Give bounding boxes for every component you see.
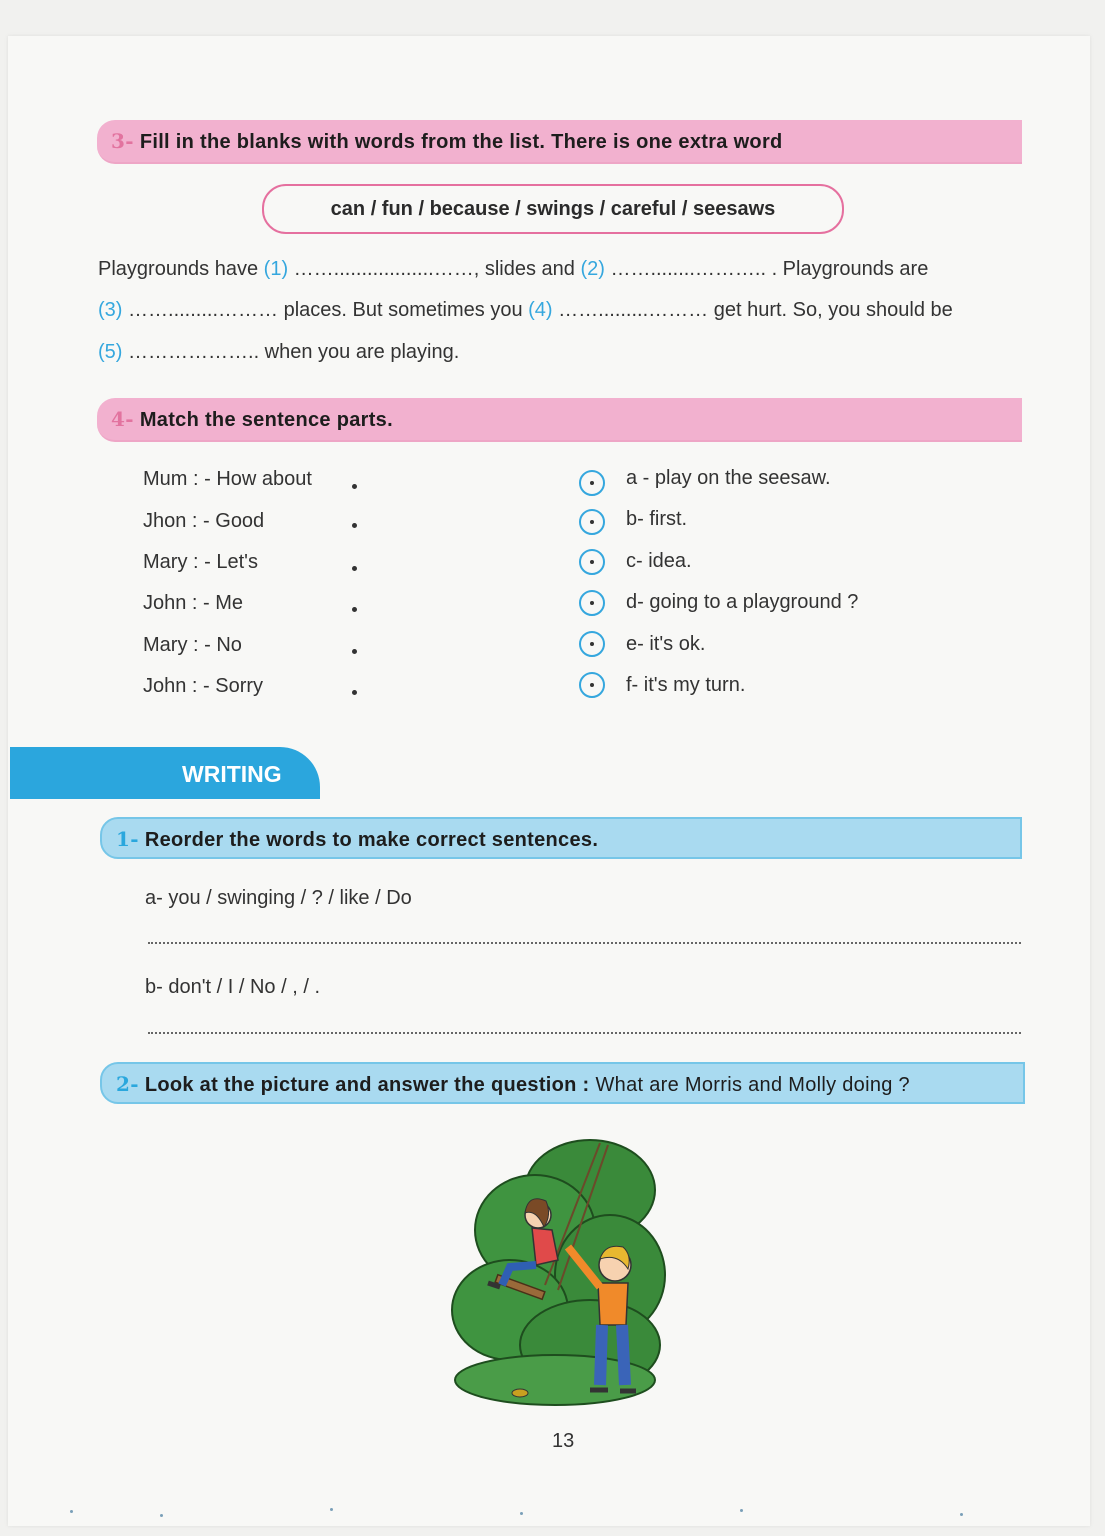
- match-right-e: e- it's ok.: [626, 633, 706, 655]
- decorative-speck: [160, 1514, 163, 1517]
- match-dot-left-6[interactable]: [352, 690, 357, 695]
- match-left-5: Mary : - No: [143, 634, 242, 656]
- decorative-speck: [70, 1510, 73, 1513]
- writing-q1-header: [100, 817, 1022, 859]
- writing-q2-question: What are Morris and Molly doing ?: [595, 1074, 910, 1096]
- writing-q2-number: 2-: [116, 1072, 139, 1096]
- swing-illustration: [440, 1135, 670, 1410]
- match-circle-f[interactable]: [579, 672, 605, 698]
- match-circle-c[interactable]: [579, 549, 605, 575]
- match-dot-left-2[interactable]: [352, 523, 357, 528]
- decorative-speck: [330, 1508, 333, 1511]
- match-left-3: Mary : - Let's: [143, 551, 258, 573]
- match-right-b: b- first.: [626, 508, 688, 530]
- section-3-title: Fill in the blanks with words from the list. There is one extra word: [139, 131, 783, 153]
- match-dot-left-5[interactable]: [352, 649, 357, 654]
- writing-label: WRITING: [182, 761, 282, 787]
- section-3-number: 3-: [111, 129, 134, 153]
- section-3-header: [97, 120, 1022, 164]
- match-dot-left-1[interactable]: [352, 484, 357, 489]
- section-4-title: Match the sentence parts.: [139, 409, 393, 431]
- reorder-item-a: a- you / swinging / ? / like / Do: [145, 887, 412, 909]
- answer-line-a[interactable]: [148, 942, 1021, 944]
- match-right-c: c- idea.: [626, 550, 692, 572]
- match-right-d: d- going to a playground ?: [626, 591, 859, 613]
- section-4-number: 4-: [111, 407, 134, 431]
- writing-q1-title: Reorder the words to make correct sentences.: [144, 829, 599, 851]
- answer-line-b[interactable]: [148, 1032, 1021, 1034]
- match-left-1: Mum : - How about: [143, 468, 312, 490]
- word-list-box: can / fun / because / swings / careful / seesaws: [262, 184, 844, 234]
- page-number: 13: [552, 1430, 575, 1452]
- writing-tab: [10, 747, 320, 799]
- writing-q1-number: 1-: [116, 827, 139, 851]
- fill-line-3: (5) ……………….. when you are playing.: [98, 341, 460, 363]
- decorative-speck: [740, 1509, 743, 1512]
- match-dot-left-3[interactable]: [352, 566, 357, 571]
- section-4-header: [97, 398, 1022, 442]
- match-right-f: f- it's my turn.: [626, 674, 746, 696]
- ground-stone: [512, 1389, 528, 1397]
- tree-bush: [452, 1140, 665, 1405]
- fill-line-1: Playgrounds have (1) ……..................……, slides and (2) ……........……….. . Playgrounds are: [98, 258, 929, 280]
- reorder-item-b: b- don't / I / No / , / .: [145, 976, 320, 998]
- match-left-6: John : - Sorry: [143, 675, 264, 697]
- fill-line-2: (3) …….........……… places. But sometimes you (4) …….........……… get hurt. So, you should be: [98, 299, 953, 321]
- match-circle-a[interactable]: [579, 470, 605, 496]
- match-circle-b[interactable]: [579, 509, 605, 535]
- match-circle-d[interactable]: [579, 590, 605, 616]
- match-left-4: John : - Me: [143, 592, 244, 614]
- match-dot-left-4[interactable]: [352, 607, 357, 612]
- decorative-speck: [520, 1512, 523, 1515]
- match-left-2: Jhon : - Good: [143, 510, 265, 532]
- writing-q2-header: [100, 1062, 1025, 1104]
- match-right-a: a - play on the seesaw.: [626, 467, 831, 489]
- match-circle-e[interactable]: [579, 631, 605, 657]
- decorative-speck: [960, 1513, 963, 1516]
- writing-q2-title: Look at the picture and answer the question :: [144, 1074, 590, 1096]
